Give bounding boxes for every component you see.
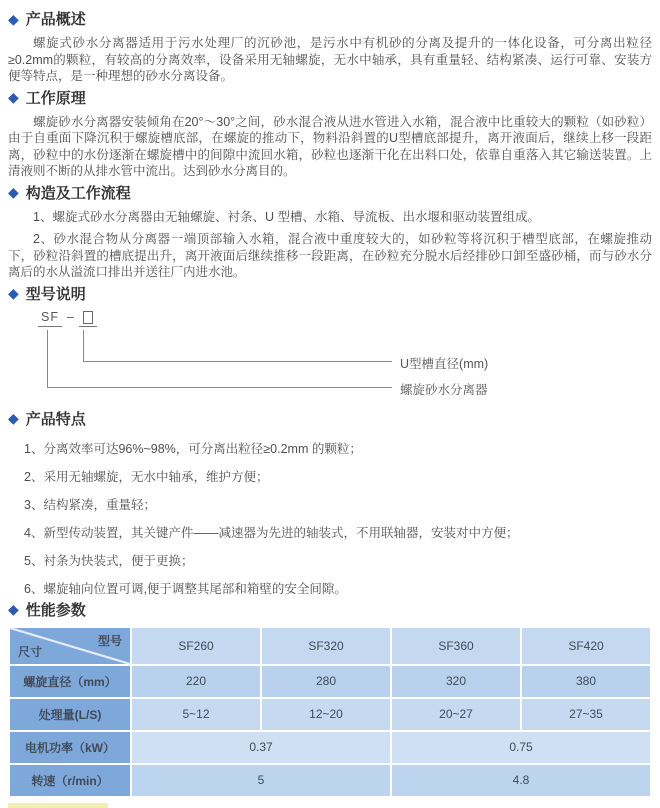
partial-yellow-highlight — [8, 803, 108, 808]
principle-paragraph: 螺旋砂水分离器安装倾角在20°～30°之间，砂水混合液从进水管进入水箱，混合液中比重较大的颗粒（如砂粒）由于自重面下降沉积于螺旋槽底部，在螺旋的推动下，物料沿斜置的U型槽底部提升，离开液面后，继续上移一段距离，砂粒中的水份逐渐在螺旋槽中的间隙中流回水箱，砂粒也逐渐干化在出料口处，依靠自重落入其它输送装置。上清液则不断的从排水管中流出。达到砂水分离目的。 — [8, 114, 652, 178]
table-cell: 5~12 — [132, 699, 260, 730]
table-cell: 12~20 — [262, 699, 390, 730]
diamond-bullet-icon: ◆ — [8, 10, 19, 27]
section-features — [8, 408, 652, 597]
parameters-heading — [8, 599, 652, 620]
row-label: 电机功率（kW） — [10, 732, 130, 763]
table-cell: 27~35 — [522, 699, 650, 730]
model-label-name: 螺旋砂水分离器 — [400, 382, 488, 397]
structure-heading — [8, 182, 652, 203]
model-prefix: SF — [38, 310, 62, 327]
table-cell-span: 5 — [132, 765, 390, 796]
model-heading — [8, 283, 652, 304]
structure-item: 2、砂水混合物从分离器一端顶部输入水箱，混合液中重度较大的，如砂粒等将沉积于槽型底部，在螺旋推动下，砂粒沿斜置的槽底提出升，离开液面后继续推移一段距离，在砂粒充分脱水后经排砂口卸至盛砂桶，而与砂水分离后的水从溢流口排出并送往厂内进水池。 — [8, 232, 652, 279]
table-cell-span: 0.75 — [392, 732, 650, 763]
model-label-diameter: U型槽直径(mm) — [400, 356, 489, 371]
corner-label-model: 型号 — [97, 633, 122, 648]
features-title: 产品特点 — [25, 410, 86, 428]
diamond-bullet-icon: ◆ — [8, 285, 19, 301]
section-structure — [8, 182, 652, 281]
diamond-bullet-icon: ◆ — [8, 410, 19, 426]
model-code-diagram — [38, 310, 652, 406]
feature-item: 4、新型传动装置，其关键产件——减速器为先进的轴装式，不用联轴器，安装对中方便； — [24, 525, 519, 540]
table-corner-cell — [10, 628, 130, 664]
section-model — [8, 283, 652, 406]
table-cell: 220 — [132, 666, 260, 697]
table-cell-span: 4.8 — [392, 765, 650, 796]
row-label: 处理量(L/S) — [10, 699, 130, 730]
feature-item: 3、结构紧凑，重量轻； — [24, 497, 156, 512]
performance-table — [8, 626, 652, 798]
table-row — [10, 666, 650, 697]
overview-heading — [8, 8, 652, 29]
table-cell: 280 — [262, 666, 390, 697]
principle-heading — [8, 87, 652, 108]
feature-item: 6、螺旋轴向位置可调,便于调整其尾部和箱壁的安全间隙。 — [24, 581, 347, 596]
table-cell: 320 — [392, 666, 520, 697]
overview-paragraph: 螺旋式砂水分离器适用于污水处理厂的沉砂池，是污水中有机砂的分离及提升的一体化设备，可分离出粒径≥0.2mm的颗粒，有较高的分离效率，设备采用无轴螺旋，无水中轴承，具有重量轻、结构紧凑、运行可靠、安装方便等特点，是一种理想的砂水分离设备。 — [8, 36, 652, 83]
diamond-bullet-icon: ◆ — [8, 89, 19, 105]
table-cell: 380 — [522, 666, 650, 697]
feature-item: 2、采用无轴螺旋，无水中轴承，维护方便； — [24, 469, 269, 484]
model-column-header: SF360 — [392, 628, 520, 664]
feature-item: 1、分离效率可达96%~98%，可分离出粒径≥0.2mm 的颗粒； — [24, 441, 362, 456]
row-label: 螺旋直径（mm） — [10, 666, 130, 697]
section-principle — [8, 87, 652, 180]
principle-title: 工作原理 — [25, 89, 86, 107]
feature-item: 5、衬条为快装式，便于更换； — [24, 553, 194, 568]
structure-title: 构造及工作流程 — [25, 184, 131, 202]
table-cell: 20~27 — [392, 699, 520, 730]
table-row — [10, 699, 650, 730]
table-row — [10, 765, 650, 796]
table-cell-span: 0.37 — [132, 732, 390, 763]
model-column-header: SF260 — [132, 628, 260, 664]
model-placeholder-box-icon — [83, 311, 93, 324]
row-label: 转速（r/min） — [10, 765, 130, 796]
features-heading — [8, 408, 652, 429]
table-row — [10, 732, 650, 763]
model-column-header: SF420 — [522, 628, 650, 664]
section-parameters — [8, 599, 652, 798]
parameters-title: 性能参数 — [25, 601, 86, 619]
model-code — [38, 310, 97, 327]
overview-title: 产品概述 — [25, 11, 86, 28]
model-placeholder — [79, 310, 97, 327]
section-overview — [8, 8, 652, 85]
diamond-bullet-icon: ◆ — [8, 601, 19, 617]
model-title: 型号说明 — [25, 285, 86, 303]
diamond-bullet-icon: ◆ — [8, 184, 19, 200]
connector-line-name — [47, 330, 392, 388]
model-column-header: SF320 — [262, 628, 390, 664]
structure-item: 1、螺旋式砂水分离器由无轴螺旋、衬条、U 型槽、水箱、导流板、出水堰和驱动装置组成。 — [33, 209, 540, 224]
model-dash: – — [66, 309, 74, 324]
table-header-row — [10, 628, 650, 664]
corner-label-size: 尺寸 — [18, 644, 43, 659]
